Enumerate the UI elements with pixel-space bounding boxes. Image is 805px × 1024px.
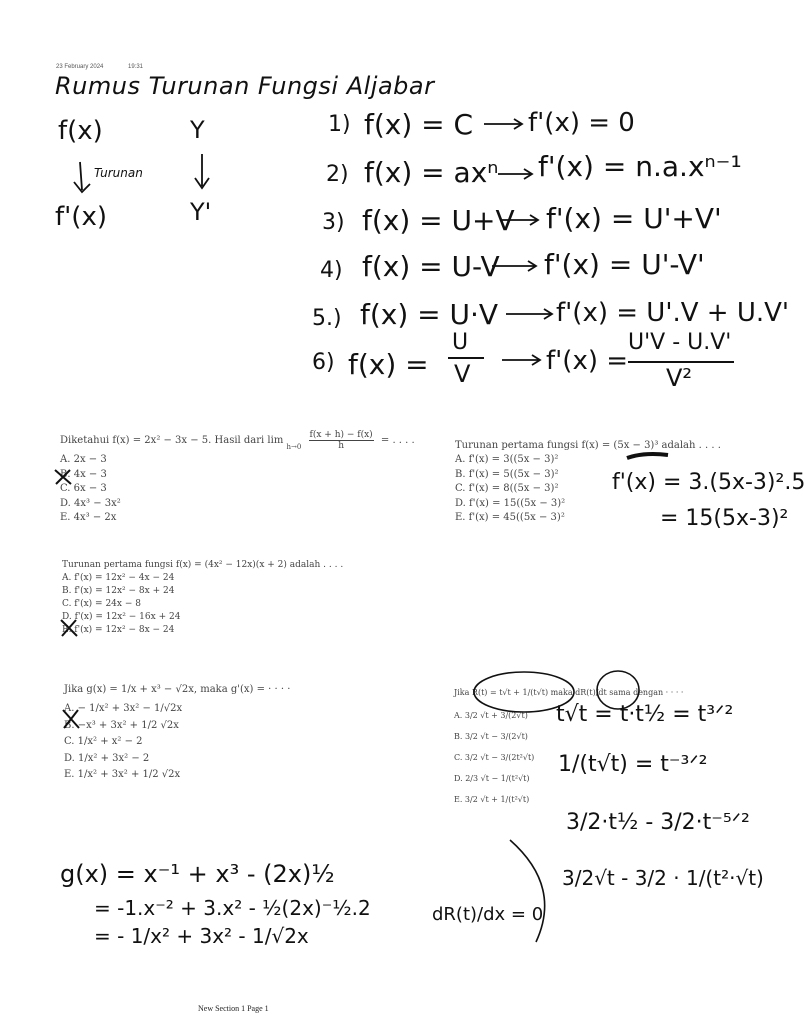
curve-annotation: [506, 836, 566, 946]
q3-stem: Turunan pertama fungsi f(x) = (4x² − 12x)(x + 2) adalah . . . .: [62, 560, 344, 570]
q5-option-e: E. 3/2 √t + 1/(t²√t): [454, 795, 530, 804]
rule-4-num: 4): [320, 258, 343, 283]
q4-option-b: B. −x³ + 3x² + 1/2 √2x: [64, 719, 179, 731]
page-title: Rumus Turunan Fungsi Aljabar: [55, 72, 435, 100]
q2-option-d: D. f'(x) = 15((5x − 3)²: [455, 497, 566, 509]
q3-option-b: B. f'(x) = 12x² − 8x + 24: [62, 586, 175, 596]
q4-option-c: C. 1/x² + x² − 2: [64, 736, 143, 747]
q3-option-e: E. f'(x) = 12x² − 8x − 24: [62, 625, 175, 635]
q1-stem: Diketahui f(x) = 2x² − 3x − 5. Hasil dari lim: [60, 435, 284, 446]
q5-option-c: C. 3/2 √t − 3/(2t²√t): [454, 753, 535, 762]
q5-work-line-1: t√t = t·t½ = t³ᐟ²: [556, 702, 734, 727]
cross-mark-icon: [60, 708, 82, 730]
q3-option-a: A. f'(x) = 12x² − 4x − 24: [62, 573, 175, 583]
rule-3-rhs: f'(x) = U'+V': [546, 202, 722, 235]
q5-option-a: A. 3/2 √t + 3/(2√t): [454, 711, 528, 720]
arrow-right-icon: [498, 212, 542, 228]
q4-option-d: D. 1/x² + 3x² − 2: [64, 752, 150, 764]
q3-option-c: C. f'(x) = 24x − 8: [62, 599, 141, 609]
q4-options: [64, 701, 290, 784]
q1-option-c: C. 6x − 3: [60, 483, 107, 494]
q5-work-line-4: 3/2√t - 3/2 · 1/(t²·√t): [562, 866, 764, 890]
q4-stem: Jika g(x) = 1/x + x³ − √2x, maka g'(x) = · · · ·: [64, 684, 291, 695]
q2-option-a: A. f'(x) = 3((5x − 3)²: [455, 454, 559, 465]
q4-work-line-1: g(x) = x⁻¹ + x³ - (2x)½: [60, 860, 335, 888]
note-date: 23 February 2024: [56, 64, 104, 70]
q1-option-a: A. 2x − 3: [60, 454, 107, 465]
rule-5-rhs: f'(x) = U'.V + U.V': [556, 298, 790, 328]
rule-5-num: 5.): [312, 306, 342, 331]
rule-6-num: 6): [312, 350, 335, 375]
rule-3-num: 3): [322, 210, 345, 235]
q2-work-line-1: f'(x) = 3.(5x-3)².5: [612, 470, 805, 495]
q1-stem-end: = . . . .: [380, 435, 415, 446]
note-time: 19:31: [128, 64, 144, 70]
rule-6-rhs-den: V²: [666, 364, 693, 392]
q1-option-e: E. 4x³ − 2x: [60, 512, 117, 523]
rule-1-rhs: f'(x) = 0: [528, 108, 635, 138]
q1-option-b: B. 4x − 3: [60, 468, 107, 480]
rule-5-lhs: f(x) = U·V: [360, 298, 499, 331]
q5-option-d: D. 2/3 √t − 1/(t²√t): [454, 774, 530, 783]
q4-work-line-2: = -1.x⁻² + 3.x² - ½(2x)⁻½.2: [94, 896, 371, 920]
q4-work-line-3: = - 1/x² + 3x² - 1/√2x: [94, 924, 309, 948]
q1-options: [60, 453, 415, 526]
q4-option-a: A. − 1/x² + 3x² − 1/√2x: [64, 703, 183, 714]
highlight-scribble: [624, 450, 672, 464]
q2-option-e: E. f'(x) = 45((5x − 3)²: [455, 512, 565, 523]
arrow-right-icon: [496, 166, 536, 182]
q2-work-line-2: = 15(5x-3)²: [660, 506, 789, 531]
note-turunan: Turunan: [94, 166, 143, 180]
q4-option-e: E. 1/x² + 3x² + 1/2 √2x: [64, 769, 181, 780]
rule-3-lhs: f(x) = U+V: [362, 204, 515, 237]
rule-2-lhs: f(x) = axⁿ: [364, 156, 499, 189]
arrow-right-icon: [504, 306, 556, 322]
cross-mark-icon: [52, 468, 74, 486]
question-1: [60, 430, 415, 526]
q2-option-b: B. f'(x) = 5((5x − 3)²: [455, 468, 559, 480]
q2-stem: Turunan pertama fungsi f(x) = (5x − 3)³ adalah . . . .: [455, 440, 721, 451]
q5-stem: Jika R(t) = t√t + 1/(t√t) maka dR(t)/dt sama dengan · · · ·: [454, 688, 684, 697]
rule-2-num: 2): [326, 162, 349, 187]
q3-options: [62, 572, 343, 637]
q1-fraction: $\frac{f(x + h) - f(x)}{h}$: [309, 430, 373, 451]
rule-1-num: 1): [328, 112, 351, 137]
arrow-right-icon: [482, 116, 526, 132]
q5-work-line-3: 3/2·t½ - 3/2·t⁻⁵ᐟ²: [566, 810, 750, 835]
q3-option-d: D. f'(x) = 12x² − 16x + 24: [62, 612, 181, 622]
q5-option-b: B. 3/2 √t − 3/(2√t): [454, 732, 528, 741]
question-4: [64, 684, 290, 784]
arrow-right-icon: [500, 352, 544, 368]
rule-6-lhs-den: V: [454, 360, 471, 388]
rule-4-lhs: f(x) = U-V: [362, 250, 500, 283]
q5-work-line-5: dR(t)/dx = 0: [432, 904, 544, 925]
rule-1-lhs: f(x) = C: [364, 108, 474, 141]
rule-6-lhs-pre: f(x) =: [348, 348, 429, 381]
question-3: [62, 560, 343, 637]
note-y: Y: [190, 116, 205, 144]
note-fpx: f'(x): [55, 202, 107, 232]
page-footer: New Section 1 Page 1: [198, 1004, 269, 1013]
rule-6-rhs-pre: f'(x) =: [546, 346, 629, 376]
q1-lim-sub: h→0: [286, 443, 302, 451]
rule-6-lhs-num: U: [452, 330, 469, 355]
q5-work-line-2: 1/(t√t) = t⁻³ᐟ²: [558, 752, 708, 777]
q1-option-d: D. 4x³ − 3x²: [60, 497, 121, 509]
arrow-right-icon: [490, 258, 540, 274]
note-yp: Y': [190, 198, 212, 226]
arrow-down-icon: [192, 152, 212, 192]
rule-2-rhs: f'(x) = n.a.xⁿ⁻¹: [538, 150, 742, 183]
rule-4-rhs: f'(x) = U'-V': [544, 248, 705, 281]
cross-mark-icon: [58, 618, 80, 638]
q2-option-c: C. f'(x) = 8((5x − 3)²: [455, 483, 559, 494]
rule-6-rhs-num: U'V - U.V': [628, 330, 732, 355]
arrow-down-icon: [70, 160, 94, 196]
note-fx: f(x): [58, 116, 103, 146]
